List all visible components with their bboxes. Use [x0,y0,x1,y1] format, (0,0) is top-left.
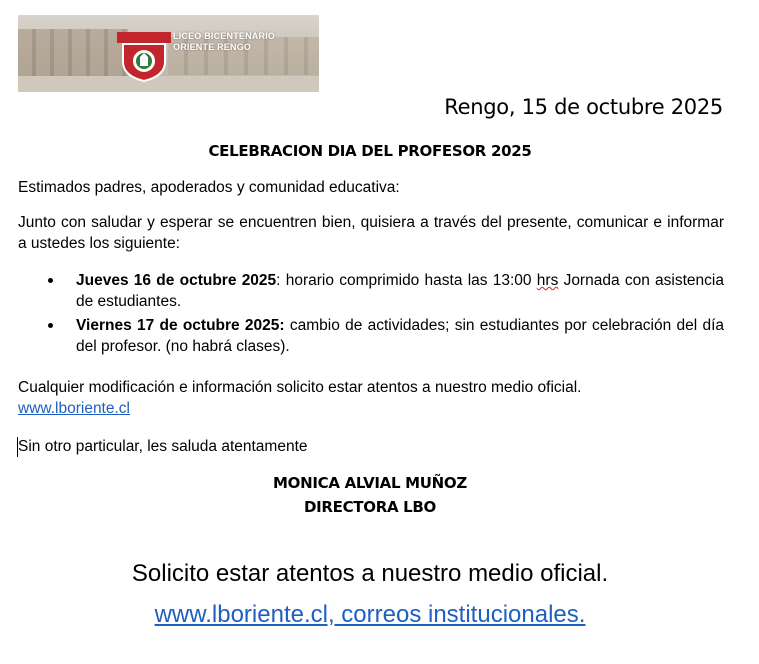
item-text: : horario comprimido hasta las 13:00 [276,272,537,289]
signature-name: MONICA ALVIAL MUÑOZ [273,474,467,492]
closing-text: Cualquier modificación e información solicito estar atentos a nuestro medio oficial. [18,379,582,396]
item-text: cambio de actividades; sin estudiantes por celebración del día del profesor. (no habrá clases). [76,317,724,355]
school-crest-icon [115,30,173,82]
bullet-icon [48,323,53,328]
announcement-list [18,270,724,360]
list-item [18,315,724,357]
letter-signoff: Sin otro particular, les saluda atentamente [18,438,308,455]
list-item [18,270,724,312]
item-text-continued: Jornada con asistencia de estudiantes. [76,272,724,310]
letter-intro: Junto con saludar y esperar se encuentren bien, quisiera a través del presente, comunicar e informar a ustedes los siguiente: [18,214,724,252]
letter-title: CELEBRACION DIA DEL PROFESOR 2025 [208,142,532,160]
signature-role: DIRECTORA LBO [303,498,437,516]
letter-date: Rengo, 15 de octubre 2025 [444,95,723,119]
building-photo-left [18,29,128,77]
bullet-icon [48,278,53,283]
spellcheck-flagged-word: hrs [536,272,559,289]
item-date: Viernes 17 de octubre 2025: [76,317,285,334]
school-name-text: LICEO BICENTENARIO ORIENTE RENGO [173,31,276,52]
footer-links[interactable]: www.lboriente.cl, correos institucionales. [154,601,586,628]
school-header-image [18,15,319,92]
item-date: Jueves 16 de octubre 2025 [76,272,277,289]
letter-greeting: Estimados padres, apoderados y comunidad educativa: [18,179,400,196]
letter-closing [18,377,724,419]
footer-notice: Solicito estar atentos a nuestro medio oficial. [131,560,609,587]
website-link[interactable]: www.lboriente.cl [18,400,130,417]
